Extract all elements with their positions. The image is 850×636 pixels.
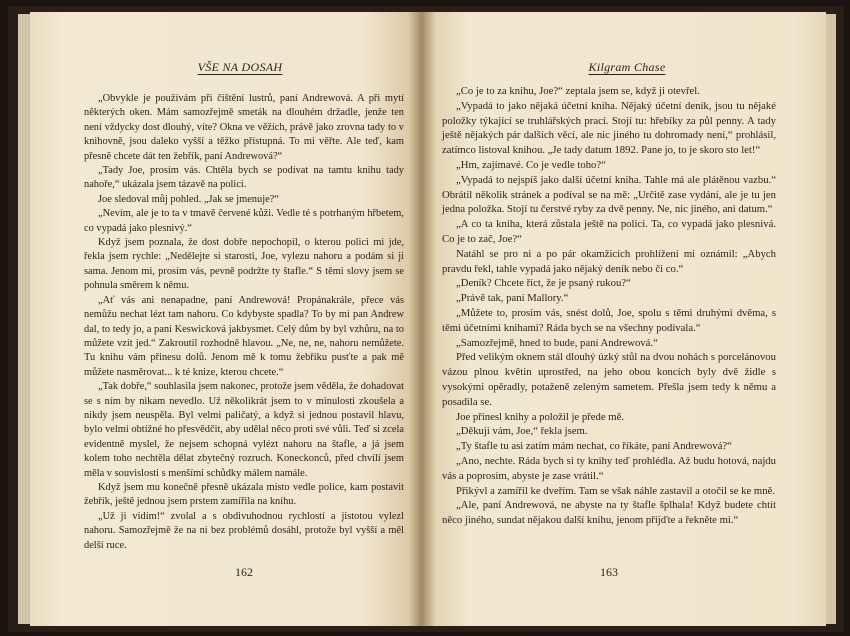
paragraph: Joe sledoval můj pohled. „Jak se jmenuje?“ xyxy=(98,193,279,205)
right-page xyxy=(422,12,826,626)
paragraph: „Vypadá to jako nějaká účetní kniha. Nějaký účetní deník, jsou tu nějaké položky týkající se truhlářských prací. Stojí tu: hřebíky za půl penny. A tady ještě nějakých pár dalších věcí, ale nic jiného tu dohromady není,“ prohlásil, zatímco listoval knihou. „Je tady datum 1892. Pane jo, to je skoro sto let!“ xyxy=(442,99,776,157)
paragraph: „Právě tak, paní Mallory.“ xyxy=(456,292,569,305)
paragraph: „Už ji vidím!“ zvolal a s obdivuhodnou rychlostí a jistotou vylezl nahoru. Samozřejmě že na ni bez problémů dosáhl, protože byl vyšší a měl delší ruce. xyxy=(84,510,404,551)
right-page-body xyxy=(442,84,776,528)
paragraph: „Ano, nechte. Ráda bych si ty knihy teď prohlédla. Až budu hotová, najdu vás a poprosím, abyste je zase vrátil.“ xyxy=(442,454,776,482)
paragraph: „Děkuji vám, Joe,“ řekla jsem. xyxy=(456,425,588,438)
book-gutter-shadow xyxy=(408,12,436,626)
paragraph: Přikývl a zamířil ke dveřím. Tam se však náhle zastavil a otočil se ke mně. xyxy=(456,484,775,497)
paragraph: Před velikým oknem stál dlouhý úzký stůl na dvou nohách s porcelánovou vázou plnou květin uprostřed, na jeho obou koncích byly dvě židle s vysokými opěradly, potaženě zeleným sametem. Přešla jsem tedy k němu a posadila se. xyxy=(442,351,776,408)
paragraph: „Ať vás ani nenapadne, paní Andrewová! Propánakrále, přece vás nemůžu nechat lézt tam nahoru. Co kdybyste spadla? To by mi pan Andrew dal, to tedy jo, a paní Keswicková jakbysmet. Celý dům by byl vzhůru, na to můžete vzít jed.“ Zakroutil rozhodně hlavou. „Ne, ne, ne, nahoru nemůžete. Tu knihu vám přinesu dolů. Jenom mě k tomu žebříku pusťte a pak mě můžete nasměrovat... k té knize, kterou chcete.“ xyxy=(84,294,404,378)
paragraph: „Samozřejmě, hned to bude, paní Andrewová.“ xyxy=(456,336,658,349)
paragraph: „Vypadá to nejspíš jako další účetní kniha. Tahle má ale plátěnou vazbu.“ Obrátil několik stránek a podíval se na mě: „Určitě zase vydání, ale je tu jen jedna položka. Stojí tu čerstvé ryby za dvě penny. Ne, nic jiného, ani datum.“ xyxy=(442,173,776,216)
paragraph: „Ty štafle tu asi zatím mám nechat, co říkáte, paní Andrewová?“ xyxy=(456,440,732,453)
paragraph: „Hm, zajímavé. Co je vedle toho?“ xyxy=(456,158,606,171)
paragraph: „Můžete to, prosím vás, snést dolů, Joe, spolu s těmi druhými dvěma, s těmi účetními knihami? Ráda bych se na všechny podívala.“ xyxy=(442,306,776,334)
left-page xyxy=(30,12,422,626)
page-number-left: 162 xyxy=(235,565,253,579)
paragraph: Když jsem poznala, že dost dobře nepochopil, o kterou polici mi jde, řekla jsem rychle: „Nedělejte si starosti, Joe, vylezu nahoru a podám si ji sama. Jenom mi, prosím vás, pevně podržte ty štafle.“ S těmi slovy jsem se pohnula směrem k němu. xyxy=(84,237,404,292)
paragraph: „Tady Joe, prosím vás. Chtěla bych se podívat na tamtu knihu tady nahoře,“ ukázala jsem tázavě na polici. xyxy=(84,165,404,191)
paragraph: Natáhl se pro ni a po pár okamžicích prohlížení mi oznámil: „Abych pravdu řekl, tahle vypadá jako nějaký deník nebo či co.“ xyxy=(442,247,776,275)
paragraph: „Obvykle je používám při čištění lustrů, paní Andrewová. A při mytí některých oken. Mám samozřejmě smeták na dlouhém držadle, jenže ten není vždycky dost dlouhý, víte? Okna ve věžích, právě jako zrovna tady to v knihovně, jsou daleko vyšší a těžko přístupná. To mi věřte. Ale teď, kam přesně chcete dát ten žebřík, paní Andrewová?“ xyxy=(84,93,404,162)
paragraph: „Nevím, ale je to ta v tmavě červené kůži. Vedle té s potrhaným hřbetem, co vypadá jako plesnivý.“ xyxy=(84,208,404,234)
page-number-right: 163 xyxy=(600,565,618,579)
paragraph: Joe přinesl knihy a položil je přede mě. xyxy=(456,410,624,423)
paragraph: Když jsem mu konečně přesně ukázala místo vedle police, kam postavit žebřík, ještě jednou jsem prstem zamířila na knihu. xyxy=(84,481,404,508)
left-page-body xyxy=(84,92,404,553)
running-header-left: VŠE NA DOSAH xyxy=(197,60,283,74)
paragraph: „Ale, paní Andrewová, ne abyste na ty štafle šplhala! Když budete chtít něco jiného, sundat nějakou další knihu, jenom přijďte a řekněte mi.“ xyxy=(442,499,776,527)
paragraph: „A co ta kniha, která zůstala ještě na polici. Ta, co vypadá jako plesnivá. Co je to zač, Joe?“ xyxy=(442,218,776,245)
open-book xyxy=(8,6,844,632)
paragraph: „Co je to za knihu, Joe?“ zeptala jsem se, když ji otevřel. xyxy=(456,85,700,97)
paragraph: „Tak dobře,“ souhlasila jsem nakonec, protože jsem věděla, že dohadovat se s ním by nikam nevedlo. Už několikrát jsem to v minulosti zkoušela a nikdy jsem neuspěla. Byl velmi paličatý, a když si jednou postavil hlavu, bylo velmi obtížné ho přesvědčit, aby udělal něco proti své vůli. Teď si zcela evidentně myslel, že nejsem schopná vylézt nahoru na štafle, a já jsem kolem toho nechtěla dělat zbytečný rozruch. Koneckonců, před chvílí jsem měla v souvislosti s menšími schůdky málem namále. xyxy=(84,381,404,479)
paragraph: „Deník? Chcete říct, že je psaný rukou?“ xyxy=(456,277,631,290)
running-header-right: Kilgram Chase xyxy=(588,60,666,74)
